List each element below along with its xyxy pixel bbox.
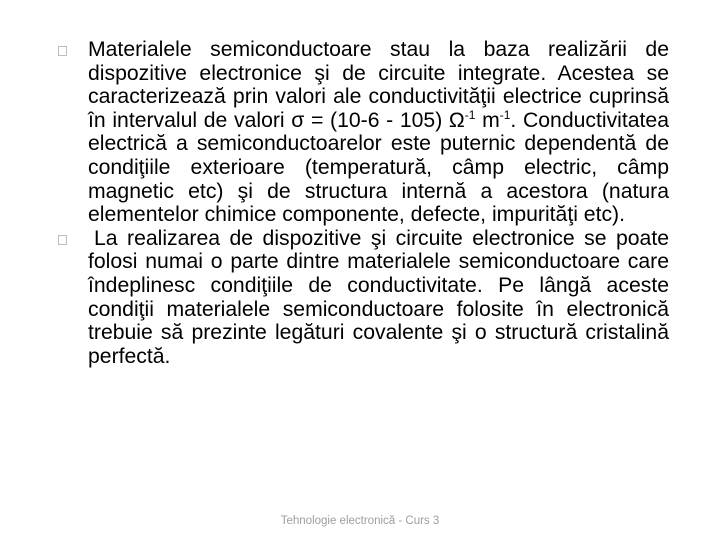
- paragraph-2-text: La realizarea de dispozitive şi circuite electronice se poate folosi numai o parte dintre materialele semiconductoare care îndeplinesc condiţiile de conductivitate. Pe lângă aceste condiţii materialele semiconductoare folosite în electronică trebuie să prezinte legături covalente şi o structură cristalină perfectă.: [88, 226, 669, 368]
- paragraph-1-superscript-2: -1: [499, 107, 511, 122]
- paragraph-1-superscript-1: -1: [464, 107, 476, 122]
- bullet-paragraph-1: [58, 38, 669, 227]
- bullet-square-icon: [58, 46, 67, 56]
- bullet-square-icon: [58, 235, 67, 245]
- bullet-paragraph-2: [58, 227, 669, 369]
- paragraph-1-text-after: . Conductivitatea electrică a semiconductoarelor este puternic dependentă de condiţiile exterioare (temperatură, câmp electric, câmp magnetic etc) şi de structura internă a acestora (natura elementelor chimice componente, defecte, impurităţi etc).: [88, 108, 669, 227]
- slide-body: [58, 38, 669, 368]
- slide-footer: Tehnologie electronică - Curs 3: [280, 515, 440, 527]
- paragraph-1-text-before: Materialele semiconductoare stau la baza realizării de dispozitive electronice şi de circuite integrate. Acestea se caracterizează prin valori ale conductivităţii electrice cuprinsă în intervalul de valori σ = (10-6 - 105) Ω: [88, 38, 669, 132]
- paragraph-1-text-middle: m: [475, 108, 500, 132]
